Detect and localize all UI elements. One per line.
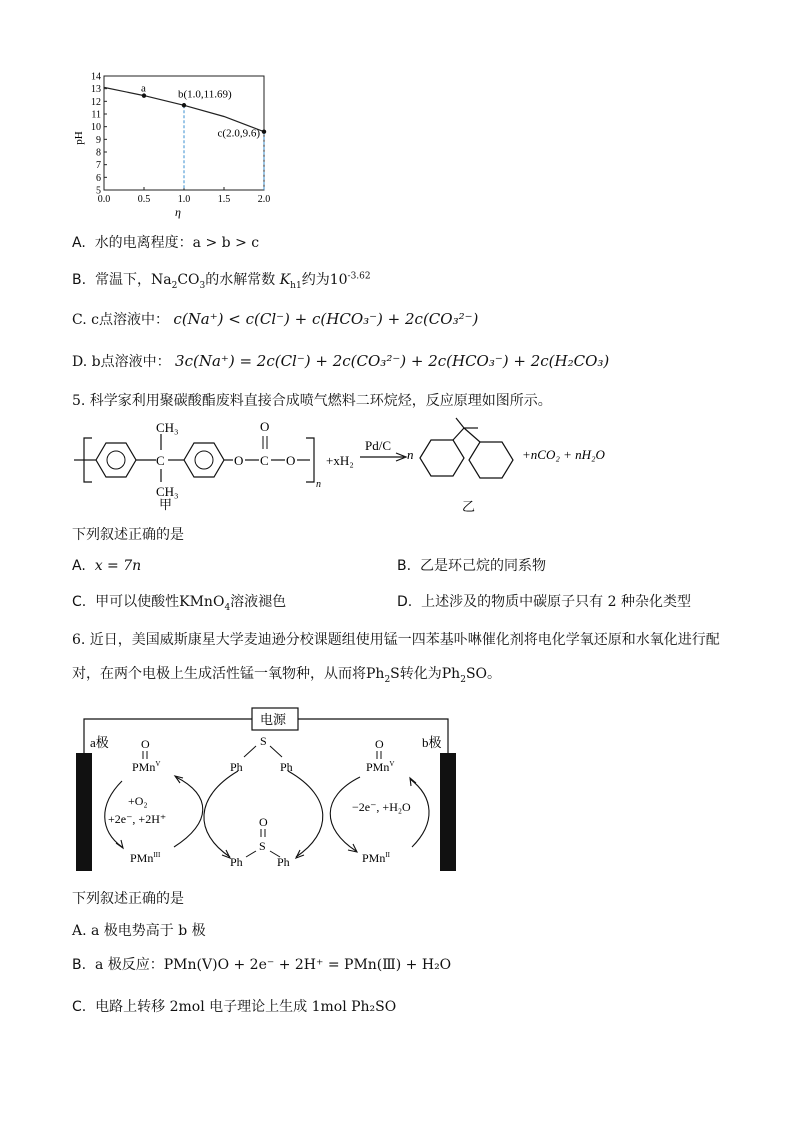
data-point [262,130,266,134]
product-coefficient: n [407,447,414,462]
q5-option-a [72,556,141,576]
option-text: x = 7n [94,558,142,574]
option-text: 甲可以使酸性 [95,594,180,610]
y-tick-label: 8 [96,147,101,159]
y-tick-label: 9 [96,134,101,146]
option-formula: 3c(Na⁺) = 2c(Cl⁻) + 2c(CO₃²⁻) + 2c(HCO₃⁻) + 2c(H₂CO₃) [175,352,610,370]
point-label: a [141,82,146,95]
label-jia: 甲 [159,497,173,512]
label-yi: 乙 [462,499,476,514]
pmn-v-right: PMn$^V$ [366,760,395,774]
methyl-top: CH₃ [156,420,179,435]
stem-text: 转化为 [399,666,442,682]
point-label: c(2.0,9.6) [217,127,260,140]
electrochem-diagram [70,705,470,875]
power-source-label: 电源 [260,712,287,727]
q5-option-c [72,592,286,612]
benzene-ring-1 [96,443,136,477]
x-tick-label: 1.5 [217,194,231,205]
electrode-a [76,753,92,871]
carbonyl-carbon: C [260,453,269,468]
cyclohexane-ring-1 [420,440,464,476]
option-formula: PMn(V)O + 2e⁻ + 2H⁺ = PMn(Ⅲ) + H₂O [163,957,452,973]
y-tick-label: 10 [91,122,101,134]
option-label: C. [72,594,87,610]
stem-formula: S [390,666,400,682]
sulfide-ph-left: Ph [230,760,243,774]
x-tick-label: 1.0 [177,194,191,205]
y-tick-label: 7 [96,160,101,172]
bond-line [246,851,256,857]
left-condition-1: +O₂ [128,794,148,808]
pmn-v-left: PMn$^V$ [132,760,161,774]
sulfide-ph-right: Ph [280,760,293,774]
methyl-bottom: CH₃ [156,484,179,499]
left-cycle-arc-up [174,777,203,847]
sulfoxide-ph-left: Ph [230,855,243,869]
stem-formula: Ph [441,666,461,682]
wire-left [84,719,252,753]
option-label: D. [397,594,413,610]
electrode-b-label: b极 [422,735,442,750]
stem-formula: Ph [366,666,385,682]
y-tick-label: 12 [91,96,101,108]
y-tick-label: 6 [96,172,101,184]
oxo-o-left: O [141,737,150,751]
x-axis-label: η [175,205,181,219]
carbonyl-oxygen: O [260,419,270,434]
pmn-iii: PMn$^{III}$ [130,851,161,865]
y-axis-ticks [91,72,107,197]
option-label: A. [72,558,86,574]
y-tick-label: 13 [91,84,101,96]
subscript: 2 [384,674,391,685]
x-tick-label: 2.0 [257,194,270,205]
option-label: C. c点溶液中： [72,312,169,328]
bond-line [270,746,282,757]
arrow-head [116,840,123,848]
aromatic-circle [195,451,213,469]
sulfoxide-o: O [259,815,268,829]
option-text: 的水解常数 [205,272,276,288]
sulfoxide-s: S [259,839,266,853]
y-tick-label: 11 [91,109,101,121]
q6-prompt: 下列叙述正确的是 [72,891,184,907]
option-label: D. b点溶液中： [72,354,171,370]
central-carbon: C [156,453,165,468]
option-text: 10 [329,272,348,288]
option-label: A. [72,235,86,251]
superscript: -3.62 [347,271,371,282]
cyclohexane-ring-2 [469,442,513,478]
electrode-a-label: a极 [90,735,109,750]
dashed-guides [184,105,264,190]
point-label: b(1.0,11.69) [178,88,232,101]
oxygen-3: O [286,453,296,468]
option-text: 常温下，Na [94,272,172,288]
electrode-b [440,753,456,871]
stem-text: 。 [487,666,502,682]
q5-reaction-scheme [70,414,630,514]
left-condition-2: +2e⁻, +2H⁺ [108,812,167,826]
subscript: h1 [290,280,302,291]
option-text: 水的电离程度：a > b > c [94,235,260,251]
sulfoxide-ph-right: Ph [277,855,290,869]
option-text: a 极反应： [94,957,164,973]
option-text: 溶液褪色 [230,594,287,610]
ph-chart [70,66,270,226]
repeat-n: n [316,479,321,490]
y-axis-label: pH [73,131,85,145]
option-label: B. [397,558,412,574]
y-tick-label: 14 [91,71,101,83]
right-condition: −2e⁻, +H₂O [352,800,411,814]
option-label: B. [72,957,87,973]
subscript: 2 [171,280,178,291]
q6-option-a: A. a 极电势高于 b 极 [72,923,206,939]
oxo-o-right: O [375,737,384,751]
q6-option-b [72,955,451,975]
bond-line [453,428,464,440]
bond-line [464,428,480,442]
option-text: 约为 [301,272,330,288]
right-cycle-arc-up [410,779,429,847]
q5-stem: 5. 科学家利用聚碳酸酯废料直接合成喷气燃料二环烷烃，反应原理如图所示。 [72,393,552,409]
q4-option-a [72,233,259,253]
subscript: 4 [224,602,231,613]
pmn-ii: PMn$^{II}$ [362,851,391,865]
q5-option-b [397,556,546,576]
arrow-head [175,776,183,783]
option-text: 乙是环己烷的同系物 [419,558,546,574]
stem-formula: SO [465,666,488,682]
q5-prompt: 下列叙述正确的是 [72,527,184,543]
q6-stem-line1: 6. 近日，美国威斯康星大学麦迪逊分校课题组使用锰一四苯基卟啉催化剂将电化学氧还原和水氧化进行配 [72,632,720,648]
q6-stem-line2 [72,664,501,684]
sulfide-s: S [260,734,267,748]
subscript: 2 [460,674,466,685]
option-text: 上述涉及的物质中碳原子只有 2 种杂化类型 [421,594,691,610]
right-cycle-arc-down [330,777,360,851]
option-label: B. [72,272,87,288]
q5-option-d [397,592,691,612]
middle-arc-right [288,771,323,857]
reagent: +xH₂ [326,453,354,468]
benzene-ring-2 [184,443,224,477]
subscript: 3 [199,280,206,291]
option-formula: c(Na⁺) < c(Cl⁻) + c(HCO₃⁻) + 2c(CO₃²⁻) [173,310,479,328]
byproducts: +nCO₂ + nH₂O [522,447,605,462]
oxygen-1: O [234,453,244,468]
constant-symbol: K [279,272,291,288]
y-tick-label: 5 [96,185,101,197]
x-tick-label: 0.5 [137,194,151,205]
q4-option-c [72,309,478,330]
catalyst-label: Pd/C [365,438,392,453]
stem-text: 对，在两个电极上生成活性锰一氧物种，从而将 [72,666,366,682]
option-text: KMnO [179,594,225,610]
option-text: CO [177,272,200,288]
q6-option-c [72,997,396,1017]
aromatic-circle [107,451,125,469]
q4-option-d [72,351,609,372]
bond-line [244,746,256,757]
q4-option-b [72,270,371,290]
bond-line [456,418,464,428]
x-tick-label: 0.0 [97,194,111,205]
data-point [182,103,186,107]
middle-arc-left [204,771,238,857]
option-text: 电路上转移 2mol 电子理论上生成 1mol Ph₂SO [95,999,397,1015]
option-label: C. [72,999,87,1015]
